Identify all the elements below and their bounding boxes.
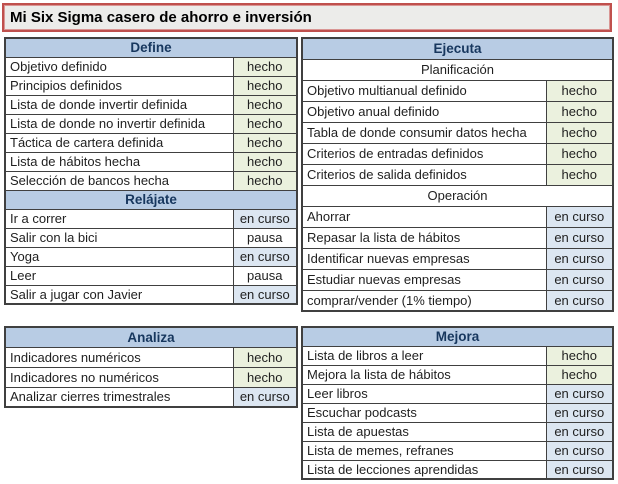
status-cell[interactable]: hecho [546,365,613,384]
table-row [5,327,297,347]
table-row [5,367,297,387]
table-row [5,266,297,285]
table-row [302,227,613,248]
task-cell[interactable]: Salir con la bici [5,228,233,247]
table-row [302,59,613,80]
section-header-relajate: Relájate [5,190,297,209]
task-cell[interactable]: Criterios de salida definidos [302,164,546,185]
task-cell[interactable]: Ahorrar [302,206,546,227]
status-cell[interactable]: hecho [233,95,297,114]
task-cell[interactable]: Lista de libros a leer [302,346,546,365]
table-row [302,143,613,164]
task-cell[interactable]: Objetivo anual definido [302,101,546,122]
table-row [302,346,613,365]
table-row [302,164,613,185]
task-cell[interactable]: Repasar la lista de hábitos [302,227,546,248]
status-cell[interactable]: en curso [546,384,613,403]
status-cell[interactable]: hecho [233,133,297,152]
task-cell[interactable]: Mejora la lista de hábitos [302,365,546,384]
table-row [302,422,613,441]
task-cell[interactable]: Salir a jugar con Javier [5,285,233,304]
table-row [5,38,297,57]
section-header-mejora: Mejora [302,327,613,346]
table-row [302,384,613,403]
table-row [302,38,613,59]
task-cell[interactable]: Objetivo multianual definido [302,80,546,101]
status-cell[interactable]: pausa [233,228,297,247]
status-cell[interactable]: hecho [546,101,613,122]
task-cell[interactable]: Lista de apuestas [302,422,546,441]
table-mejora [301,326,614,480]
task-cell[interactable]: Tabla de donde consumir datos hecha [302,122,546,143]
subsection-header-operacion: Operación [302,185,613,206]
task-cell[interactable]: Lista de hábitos hecha [5,152,233,171]
table-row [5,209,297,228]
task-cell[interactable]: Escuchar podcasts [302,403,546,422]
section-header-define: Define [5,38,297,57]
task-cell[interactable]: Ir a correr [5,209,233,228]
table-define-relajate [4,37,298,305]
status-cell[interactable]: en curso [546,441,613,460]
table-row [5,228,297,247]
table-row [302,248,613,269]
table-row [5,95,297,114]
table-row [5,152,297,171]
task-cell[interactable]: Principios definidos [5,76,233,95]
status-cell[interactable]: en curso [233,285,297,304]
status-cell[interactable]: pausa [233,266,297,285]
table-row [302,80,613,101]
table-row [302,290,613,311]
task-cell[interactable]: Lista de donde invertir definida [5,95,233,114]
table-row [302,327,613,346]
task-cell[interactable]: Lista de donde no invertir definida [5,114,233,133]
task-cell[interactable]: Selección de bancos hecha [5,171,233,190]
status-cell[interactable]: en curso [233,247,297,266]
section-header-analiza: Analiza [5,327,297,347]
status-cell[interactable]: en curso [546,248,613,269]
task-cell[interactable]: comprar/vender (1% tiempo) [302,290,546,311]
status-cell[interactable]: en curso [546,422,613,441]
task-cell[interactable]: Identificar nuevas empresas [302,248,546,269]
status-cell[interactable]: en curso [546,227,613,248]
status-cell[interactable]: en curso [233,387,297,407]
task-cell[interactable]: Criterios de entradas definidos [302,143,546,164]
status-cell[interactable]: hecho [233,76,297,95]
status-cell[interactable]: en curso [546,290,613,311]
page-title: Mi Six Sigma casero de ahorro e inversión [2,3,612,32]
status-cell[interactable]: hecho [546,122,613,143]
status-cell[interactable]: hecho [233,171,297,190]
status-cell[interactable]: hecho [233,114,297,133]
status-cell[interactable]: hecho [546,164,613,185]
task-cell[interactable]: Indicadores no numéricos [5,367,233,387]
task-cell[interactable]: Yoga [5,247,233,266]
table-row [302,269,613,290]
table-row [302,441,613,460]
status-cell[interactable]: hecho [233,367,297,387]
subsection-header-planificacion: Planificación [302,59,613,80]
task-cell[interactable]: Lista de lecciones aprendidas [302,460,546,479]
table-row [302,460,613,479]
status-cell[interactable]: hecho [546,346,613,365]
table-row [5,57,297,76]
task-cell[interactable]: Objetivo definido [5,57,233,76]
status-cell[interactable]: en curso [546,460,613,479]
status-cell[interactable]: en curso [546,269,613,290]
table-row [5,387,297,407]
task-cell[interactable]: Leer libros [302,384,546,403]
status-cell[interactable]: en curso [546,403,613,422]
table-row [302,403,613,422]
task-cell[interactable]: Leer [5,266,233,285]
table-row [302,101,613,122]
section-header-ejecuta: Ejecuta [302,38,613,59]
table-row [302,365,613,384]
table-row [5,76,297,95]
table-row [302,185,613,206]
table-row [5,133,297,152]
table-row [302,206,613,227]
task-cell[interactable]: Estudiar nuevas empresas [302,269,546,290]
status-cell[interactable]: hecho [233,152,297,171]
task-cell[interactable]: Indicadores numéricos [5,347,233,367]
status-cell[interactable]: hecho [233,347,297,367]
status-cell[interactable]: en curso [546,206,613,227]
table-row [5,190,297,209]
table-row [5,171,297,190]
table-row [5,285,297,304]
status-cell[interactable]: hecho [233,57,297,76]
task-cell[interactable]: Analizar cierres trimestrales [5,387,233,407]
table-ejecuta [301,37,614,312]
table-row [5,247,297,266]
table-analiza [4,326,298,408]
table-row [5,347,297,367]
table-row [5,114,297,133]
task-cell[interactable]: Táctica de cartera definida [5,133,233,152]
status-cell[interactable]: hecho [546,80,613,101]
status-cell[interactable]: hecho [546,143,613,164]
table-row [302,122,613,143]
task-cell[interactable]: Lista de memes, refranes [302,441,546,460]
status-cell[interactable]: en curso [233,209,297,228]
